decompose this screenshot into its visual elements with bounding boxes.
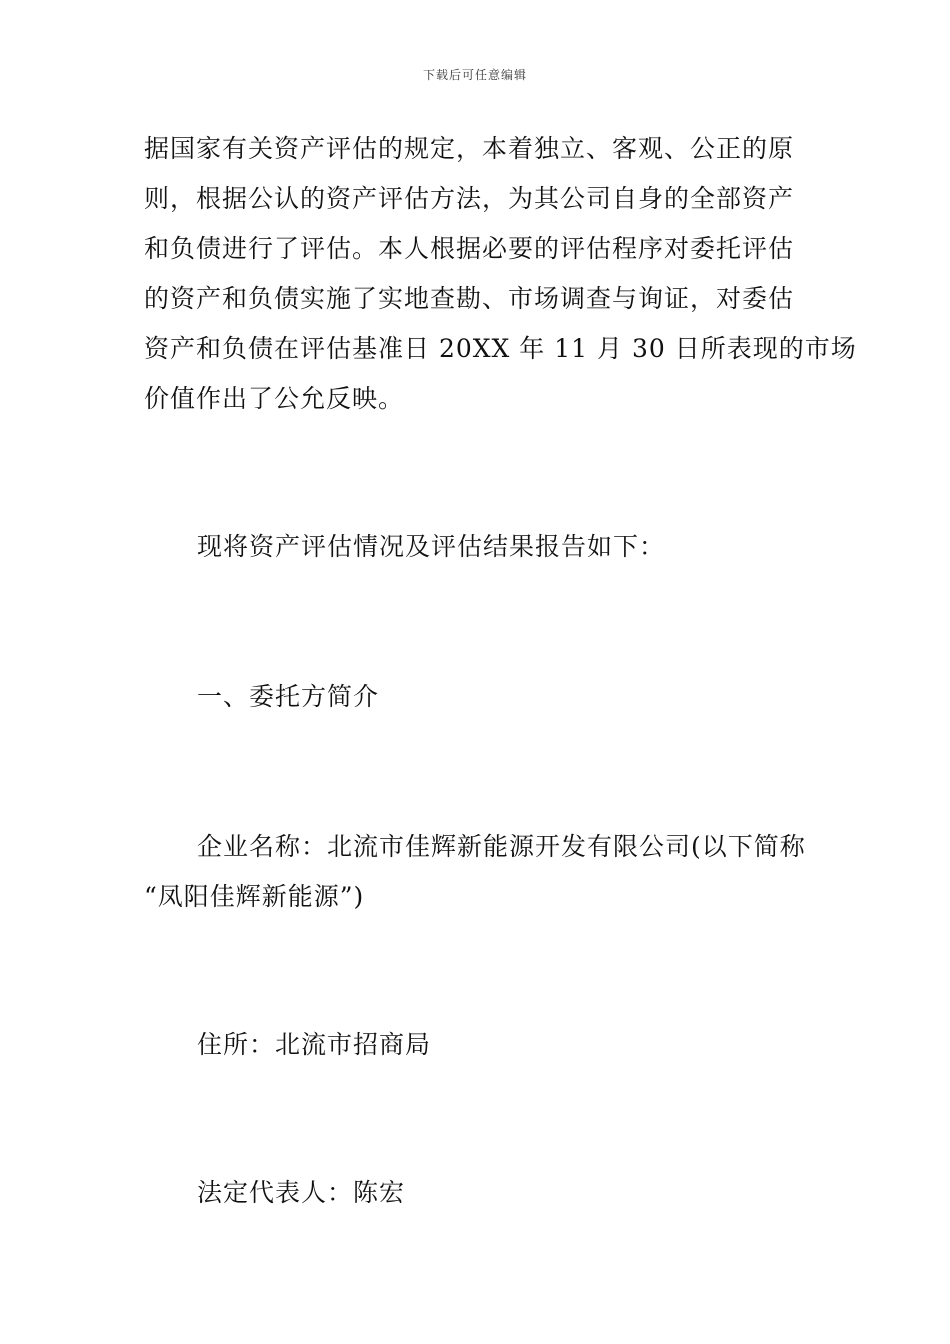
- intro-line-6: 价值作出了公允反映。: [144, 384, 405, 413]
- section-title: 一、委托方简介: [197, 682, 380, 711]
- address-paragraph: [144, 1020, 814, 1070]
- intro-line-3: 和负债进行了评估。本人根据必要的评估程序对委托评估: [144, 234, 795, 263]
- intro-line-2: 则，根据公认的资产评估方法，为其公司自身的全部资产: [144, 184, 795, 213]
- company-name-line-1: 企业名称：北流市佳辉新能源开发有限公司(以下简称: [197, 832, 806, 861]
- intro-paragraph: [144, 124, 857, 424]
- intro-line-4: 的资产和负债实施了实地查勘、市场调查与询证，对委估: [144, 284, 795, 313]
- report-intro-line: 现将资产评估情况及评估结果报告如下：: [197, 532, 666, 561]
- legal-rep-line: 法定代表人：陈宏: [197, 1178, 406, 1207]
- company-name-line-2: “凤阳佳辉新能源”): [144, 882, 365, 911]
- intro-line-5: 资产和负债在评估基准日 20XX 年 11 月 30 日所表现的市场: [144, 334, 857, 363]
- section-heading: [144, 672, 814, 722]
- address-line: 住所：北流市招商局: [197, 1030, 432, 1059]
- company-name-paragraph: [144, 822, 814, 922]
- legal-rep-paragraph: [144, 1168, 814, 1218]
- page-header-note: 下载后可任意编辑: [422, 68, 527, 82]
- report-intro-paragraph: [144, 522, 814, 572]
- intro-line-1: 据国家有关资产评估的规定，本着独立、客观、公正的原: [144, 134, 795, 163]
